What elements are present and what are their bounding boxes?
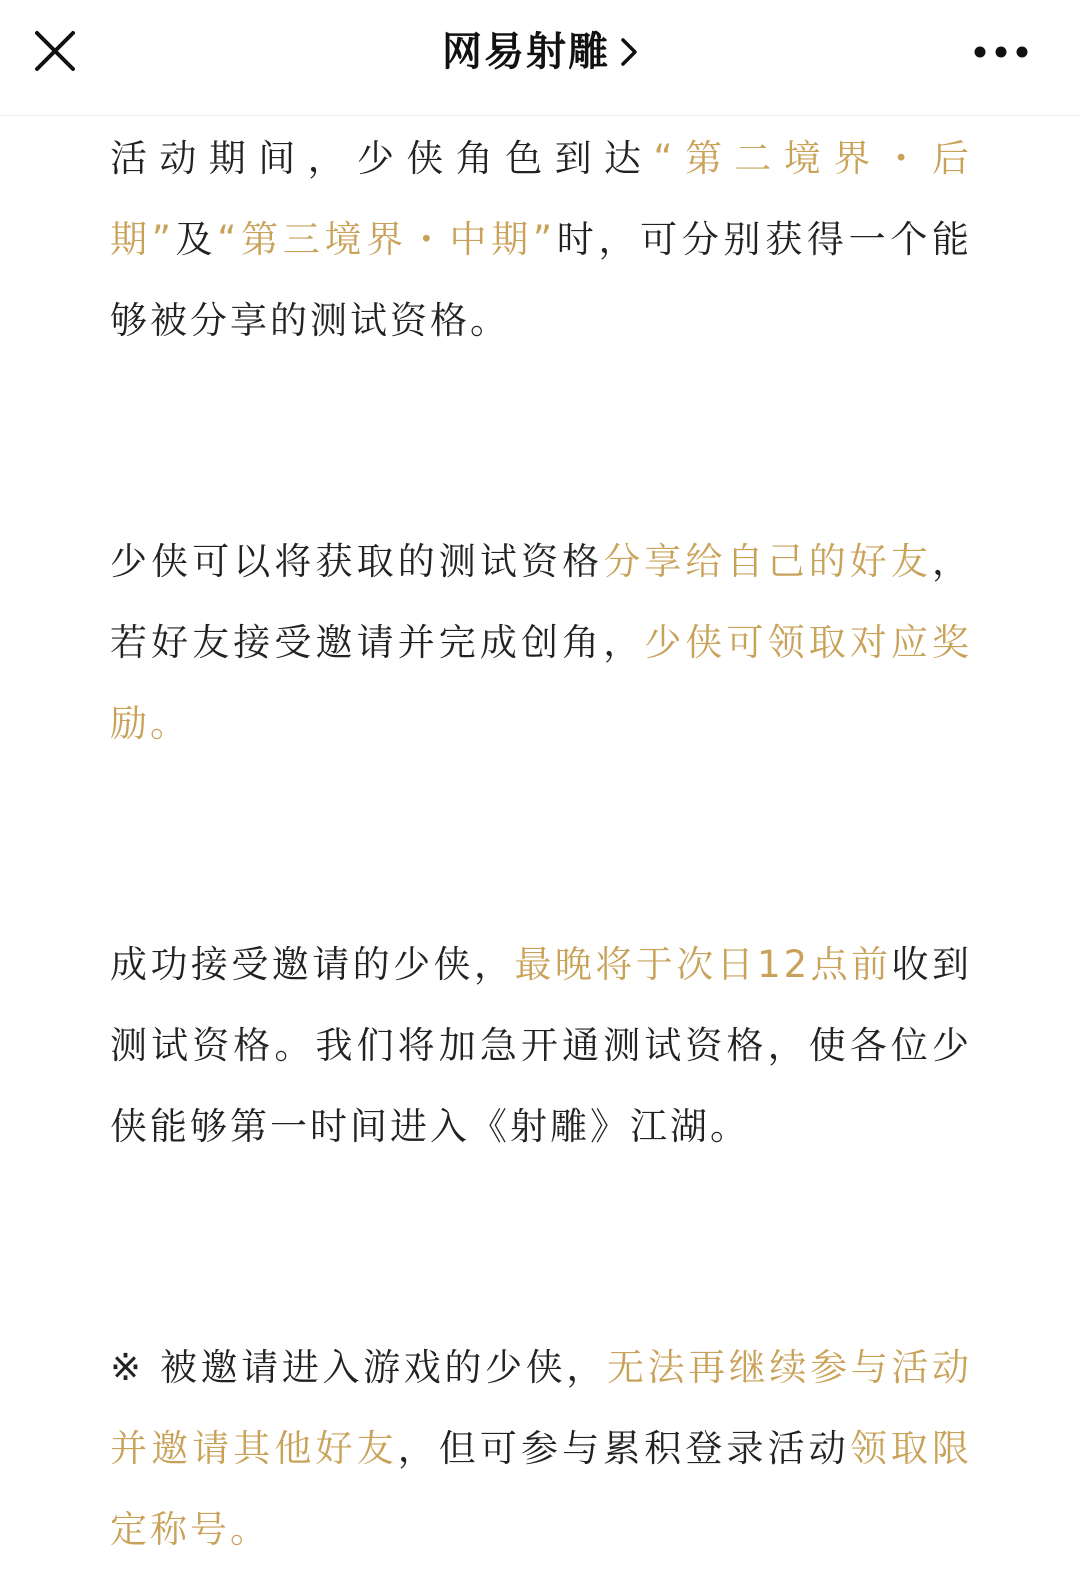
text-segment: 活动期间，少侠角色到达	[110, 137, 654, 180]
close-icon	[33, 29, 77, 73]
text-segment: 及	[173, 218, 218, 261]
account-title-button[interactable]	[310, 24, 770, 80]
text-segment: ，若好友接受邀请并完成创角，	[110, 540, 973, 664]
paragraph-1	[110, 118, 972, 361]
highlight-segment: 少侠可领取对应奖励。	[110, 621, 973, 745]
text-segment: 收到测试资格。我们将加急开通测试资格，使各位少侠能够第一时间进入《射雕》江湖。	[110, 943, 972, 1148]
text-segment: 时，可分别获得一个能够被分享的测试资格。	[110, 218, 973, 342]
more-options-button[interactable]	[958, 28, 1044, 76]
top-bar	[0, 0, 1080, 116]
text-segment: 少侠可以将获取的测试资格	[110, 540, 604, 583]
paragraph-4	[110, 1327, 972, 1570]
text-segment: ※ 被邀请进入游戏的少侠，	[110, 1346, 607, 1389]
chevron-right-icon	[620, 37, 638, 67]
highlight-segment: “第二境界・后期”	[110, 137, 973, 261]
text-segment: ，但可参与累积登录活动	[397, 1427, 850, 1470]
highlight-segment: “第三境界・中期”	[217, 218, 556, 261]
article-content	[110, 118, 972, 1570]
highlight-segment: 无法再继续参与活动并邀请其他好友	[110, 1346, 973, 1470]
page-title: 网易射雕	[442, 29, 610, 75]
highlight-segment: 领取限定称号。	[110, 1427, 973, 1551]
close-button[interactable]	[22, 18, 88, 84]
highlight-segment: 最晚将于次日12点前	[514, 943, 892, 986]
paragraph-3	[110, 924, 972, 1167]
highlight-segment: 分享给自己的好友	[603, 540, 933, 583]
text-segment: 成功接受邀请的少侠，	[110, 943, 515, 986]
paragraph-2	[110, 521, 972, 764]
more-dots-icon	[973, 45, 1029, 59]
